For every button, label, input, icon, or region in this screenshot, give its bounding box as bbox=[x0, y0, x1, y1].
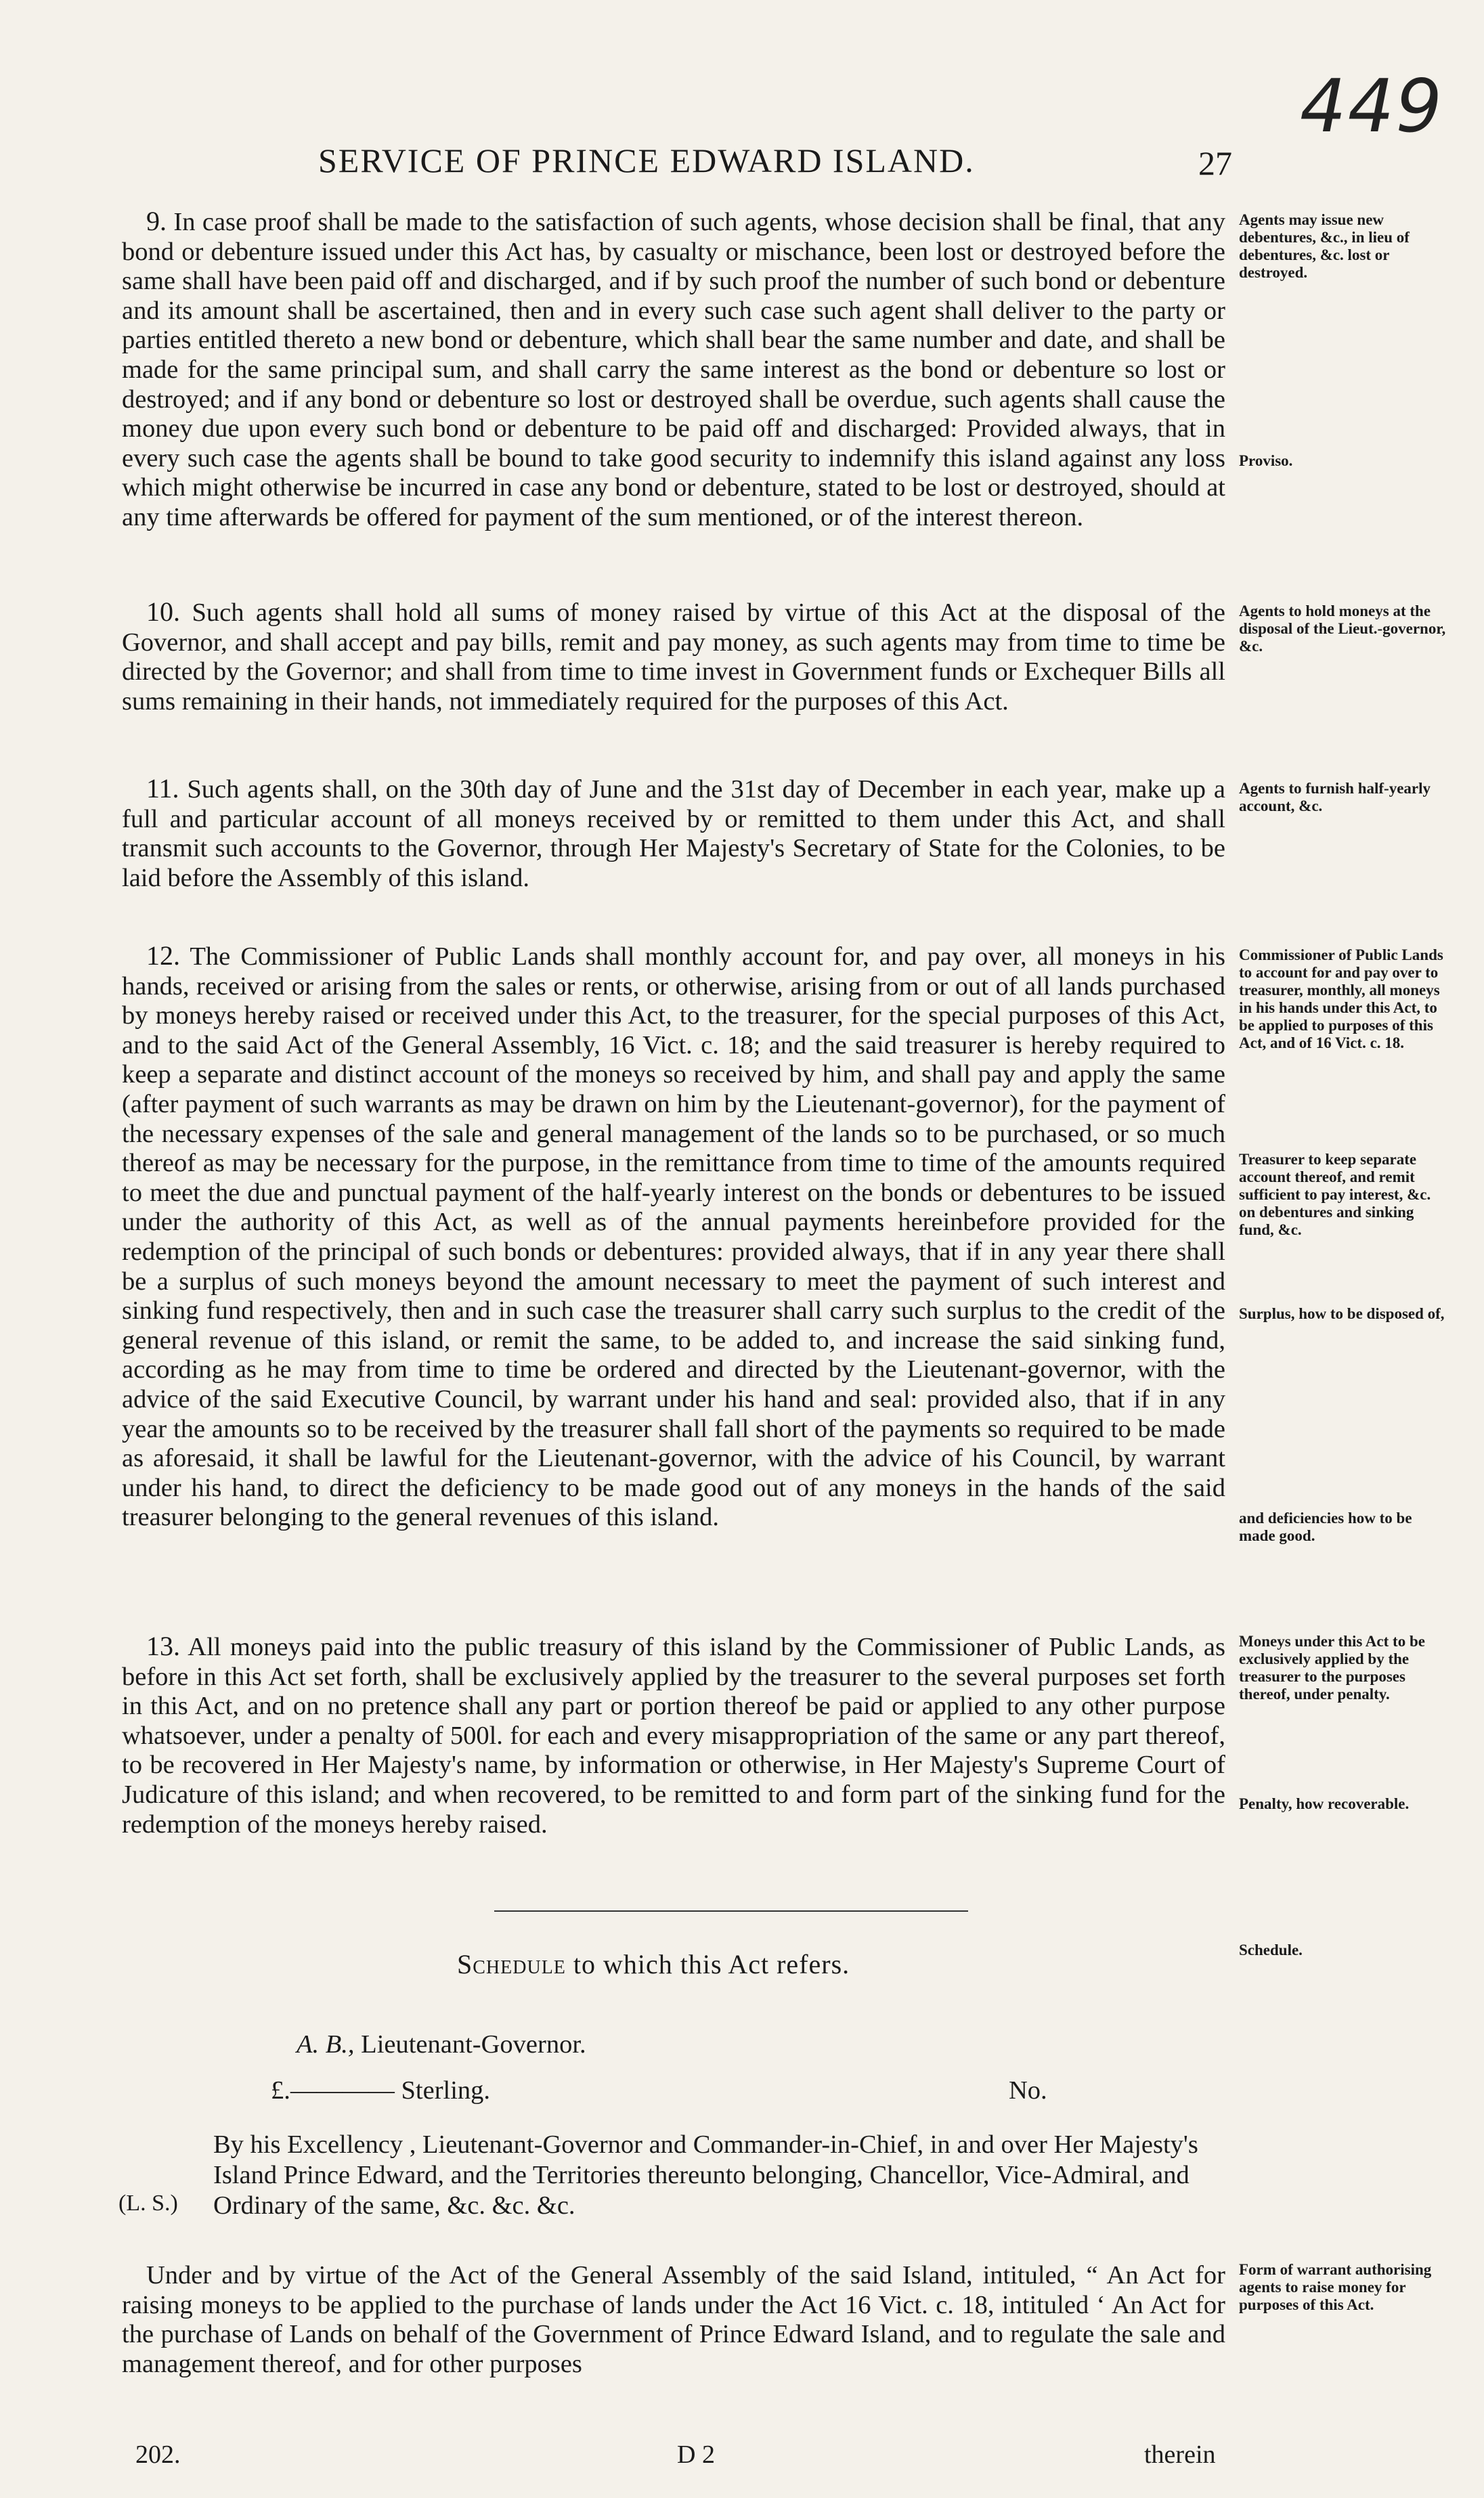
section-text: The Commissioner of Public Lands shall monthly account for, and pay over, all moneys in his hands, received or arising from the sales or rents, or otherwise, arising from or out of all lands purchased by moneys hereby raised or received under this Act, to the treasurer, for the special purposes of this Act, and to the said Act of the General Assembly, 16 Vict. c. 18; and the said treasurer is hereby required to keep a separate and distinct account of the moneys so received by him, and shall pay and apply the same (after payment of such warrants as may be drawn on him by the Lieutenant-governor), for the payment of the necessary expenses of the sale and general management of the lands so to be purchased, or so much thereof as may be necessary for the purpose, in the remittance from time to time of the amounts required to meet the due and punctual payment of the half-yearly interest on the bonds or debentures to be issued under the authority of this Act, as well as of the annual payments hereinbefore provided for the redemption of the principal of such bonds or debentures: provided always, that if in any year there shall be a surplus of such moneys beyond the amount necessary to meet the payment of such interest and sinking fund respectively, then and in such case the treasurer shall carry such surplus to the credit of the general revenue of this island, or remit the same, to be added to, and increase the said sinking fund, according as he may from time to time be ordered and directed by the Lieutenant-governor, with the advice of the said Executive Council, by warrant under his hand and seal: provided also, that if in any year the amounts so to be received by the treasurer shall fall short of the payments so required to be made as aforesaid, it shall be lawful for the Lieutenant-governor, with the advice of his Council, by warrant under his hand, to direct the deficiency to be made good out of any moneys in the hands of the said treasurer belonging to the general revenues of this island. bbox=[122, 942, 1226, 1532]
marginal-note: Form of warrant authorising agents to raise money for purposes of this Act. bbox=[1239, 2261, 1432, 2313]
number-label: No. bbox=[1009, 2076, 1047, 2105]
section-12 bbox=[122, 941, 1225, 1533]
handwritten-folio-number: 449 bbox=[1300, 64, 1444, 149]
section-10 bbox=[122, 597, 1225, 716]
section-text: Such agents shall, on the 30th day of June and the 31st day of December in each year, make up a full and particular account of all moneys received by or remitted to them under this Act, and shall transmit such accounts to the Governor, through Her Majesty's Secretary of State for the Colonies, to be laid before the Assembly of this island. bbox=[122, 775, 1226, 892]
marginal-note: Agents may issue new debentures, &c., in lieu of debentures, &c. lost or destroyed. bbox=[1239, 211, 1410, 281]
running-head: SERVICE OF PRINCE EDWARD ISLAND. bbox=[318, 141, 975, 179]
marginal-note: and deficiencies how to be made good. bbox=[1239, 1510, 1412, 1544]
section-9 bbox=[122, 206, 1225, 533]
seal-label: (L. S.) bbox=[118, 2191, 178, 2216]
section-number: 9. bbox=[146, 206, 167, 236]
marginal-note: Commissioner of Public Lands to account for and pay over to treasurer, monthly, all moneys in his hands under this Act, to be applied to purposes of this Act, and of 16 Vict. c. 18. bbox=[1239, 946, 1443, 1051]
section-text: Such agents shall hold all sums of money raised by virtue of this Act at the disposal of the Governor, and shall accept and pay bills, remit and pay money, as such agents may from time to time be directed by the Governor; and shall from time to time invest in Government funds or Exchequer Bills all sums remaining in their hands, not immediately required for the purposes of this Act. bbox=[122, 598, 1226, 716]
schedule-heading bbox=[457, 1948, 850, 1980]
print-number: 202. bbox=[135, 2440, 181, 2469]
catchword: therein bbox=[1144, 2440, 1216, 2469]
schedule-heading-rest: to which this Act refers. bbox=[565, 1949, 850, 1979]
divider-rule bbox=[494, 1910, 968, 1912]
signature-mark: D 2 bbox=[677, 2440, 715, 2469]
schedule-heading-word: Schedule bbox=[457, 1949, 566, 1979]
sterling-line: £.———— Sterling. bbox=[271, 2076, 491, 2105]
marginal-note: Surplus, how to be disposed of, bbox=[1239, 1305, 1445, 1322]
governor-title: Lieutenant-Governor. bbox=[354, 2030, 586, 2059]
marginal-note: Treasurer to keep separate account thereof, and remit sufficient to pay interest, &c. on debentures and sinking fund, &c. bbox=[1239, 1151, 1431, 1238]
page-number: 27 bbox=[1198, 144, 1232, 182]
marginal-note: Moneys under this Act to be exclusively applied by the treasurer to the purposes thereof, under penalty. bbox=[1239, 1633, 1425, 1703]
marginal-note: Schedule. bbox=[1239, 1942, 1303, 1958]
warrant-text: Under and by virtue of the Act of the General Assembly of the said Island, intituled, “ An Act for raising moneys to be applied to the purchase of lands under the Act 16 Vict. c. 18, intituled ‘ An Act for the purchase of Lands on behalf of the Government of Prince Edward Island, and to regulate the sale and management thereof, and for other purposes bbox=[122, 2261, 1225, 2378]
section-text: In case proof shall be made to the satisfaction of such agents, whose decision shall be final, that any bond or debenture issued under this Act has, by casualty or mischance, been lost or destroyed before the same shall have been paid off and discharged, and if by such proof the number of such bond or debenture and its amount shall be ascertained, then and in every such case such agent shall deliver to the party or parties entitled thereto a new bond or debenture, which shall bear the same number and date, and shall be made for the same principal sum, and shall carry the same interest as the bond or debenture so lost or destroyed; and if any bond or debenture so lost or destroyed shall be overdue, such agents shall cause the money due upon every such bond or debenture to be paid off and discharged: Provided always, that in every such case the agents shall be bound to take good security to indemnify this island against any loss which might otherwise be incurred in case any bond or debenture, stated to be lost or destroyed, should at any time afterwards be offered for payment of the sum mentioned, or of the interest thereon. bbox=[122, 208, 1225, 531]
section-13 bbox=[122, 1631, 1225, 1839]
warrant-form-text bbox=[122, 2261, 1225, 2379]
excellency-block bbox=[213, 2130, 1232, 2221]
governor-line bbox=[297, 2030, 586, 2059]
governor-initials: A. B., bbox=[297, 2030, 355, 2059]
marginal-note: Proviso. bbox=[1239, 452, 1293, 469]
section-text: All moneys paid into the public treasury of this island by the Commissioner of Public Lands, as before in this Act set forth, shall be exclusively applied by the treasurer to the several purposes set forth in this Act, and on no pretence shall any part or portion thereof be paid or applied to any other purpose whatsoever, under a penalty of 500l. for each and every misappropriation of the same or any part thereof, to be recovered in Her Majesty's name, by information or otherwise, in Her Majesty's Supreme Court of Judicature of this island; and when recovered, to be remitted to and form part of the sinking fund for the redemption of the moneys hereby raised. bbox=[122, 1633, 1225, 1839]
section-number: 10. bbox=[146, 596, 180, 627]
excellency-text: By his Excellency , Lieutenant-Governor and Commander-in-Chief, in and over Her Majesty's Island Prince Edward, and the Territories thereunto belonging, Chancellor, Vice-Admiral, and Ordinary of the same, &c. &c. &c. bbox=[213, 2130, 1198, 2220]
marginal-note: Penalty, how recoverable. bbox=[1239, 1795, 1410, 1812]
section-number: 13. bbox=[146, 1631, 180, 1661]
section-number: 11. bbox=[146, 773, 179, 804]
section-11 bbox=[122, 774, 1225, 893]
marginal-note: Agents to furnish half-yearly account, &c. bbox=[1239, 780, 1431, 814]
section-number: 12. bbox=[146, 940, 180, 971]
marginal-note: Agents to hold moneys at the disposal of the Lieut.-governor, &c. bbox=[1239, 602, 1446, 655]
